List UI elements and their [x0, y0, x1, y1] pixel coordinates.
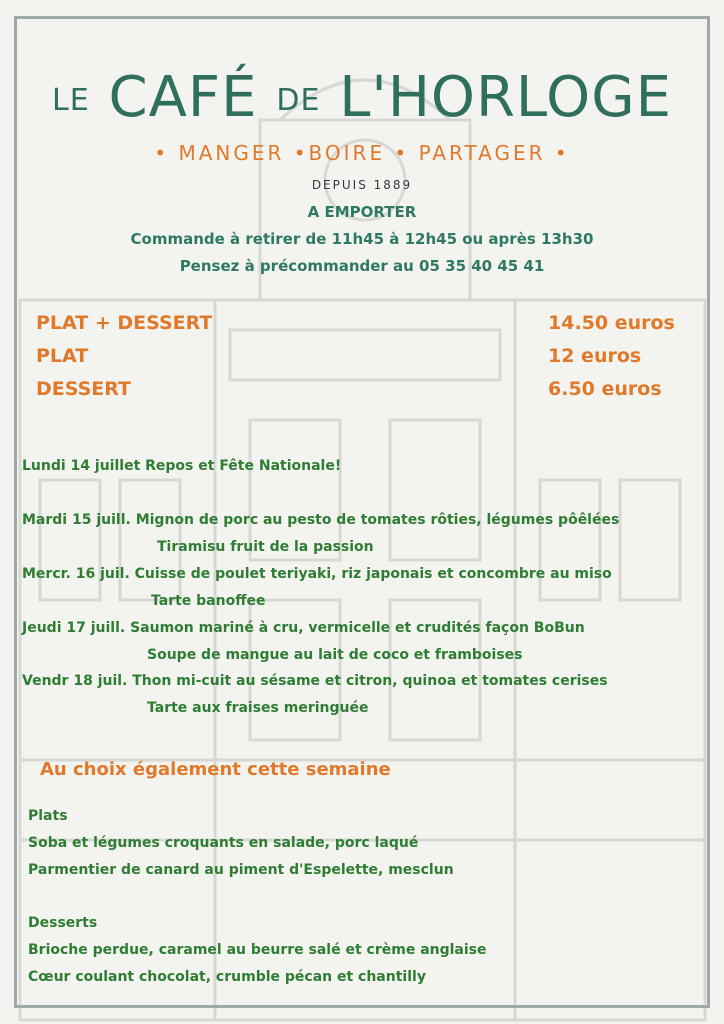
- logo-cafe: CAFÉ: [108, 65, 258, 130]
- tagline: • MANGER •BOIRE • PARTAGER •: [154, 141, 570, 165]
- plat-item: Parmentier de canard au piment d'Espelette, mesclun: [28, 862, 454, 878]
- day-dessert: Soupe de mangue au lait de coco et framboises: [147, 647, 523, 663]
- day-line: [22, 620, 585, 636]
- dessert-item: Cœur coulant chocolat, crumble pécan et chantilly: [28, 969, 426, 985]
- price-label: PLAT + DESSERT: [36, 312, 213, 334]
- since-text: DEPUIS 1889: [311, 178, 413, 192]
- price-label: DESSERT: [36, 378, 131, 400]
- choice-heading: Au choix également cette semaine: [40, 759, 391, 780]
- takeaway-hours: Commande à retirer de 11h45 à 12h45 ou après 13h30: [130, 230, 594, 248]
- logo-de: DE: [276, 83, 321, 118]
- day-dessert: Tarte banoffee: [151, 593, 266, 609]
- day-main: Mignon de porc au pesto de tomates rôties, légumes pôêlées: [135, 512, 620, 528]
- day-main: Saumon mariné à cru, vermicelle et crudités façon BoBun: [130, 620, 585, 636]
- day-dessert: Tarte aux fraises meringuée: [147, 700, 369, 716]
- price-label: PLAT: [36, 345, 89, 367]
- day-line: [22, 566, 612, 582]
- price-row: [36, 345, 686, 367]
- logo: [0, 65, 724, 130]
- day-main: Thon mi-cuit au sésame et citron, quinoa et tomates cerises: [132, 673, 608, 689]
- plat-item: Soba et légumes croquants en salade, porc laqué: [28, 835, 419, 851]
- price-row: [36, 378, 686, 400]
- price-amount: 14.50 euros: [548, 312, 675, 334]
- day-label: Mercr. 16 juil.: [22, 566, 130, 582]
- day-label: Mardi 15 juill.: [22, 512, 131, 528]
- takeaway-title: A EMPORTER: [307, 203, 417, 221]
- price-amount: 12 euros: [548, 345, 642, 367]
- day-label: Vendr 18 juil.: [22, 673, 128, 689]
- dessert-item: Brioche perdue, caramel au beurre salé et crème anglaise: [28, 942, 487, 958]
- price-row: [36, 312, 686, 334]
- logo-le: LE: [52, 83, 90, 118]
- takeaway-preorder: Pensez à précommander au 05 35 40 45 41: [179, 257, 545, 275]
- day-main: Cuisse de poulet teriyaki, riz japonais et concombre au miso: [134, 566, 612, 582]
- logo-horloge: L'HORLOGE: [339, 65, 672, 130]
- price-amount: 6.50 euros: [548, 378, 662, 400]
- holiday-line: Lundi 14 juillet Repos et Fête Nationale!: [22, 458, 342, 474]
- day-line: [22, 673, 608, 689]
- day-line: [22, 512, 619, 528]
- day-label: Jeudi 17 juill.: [22, 620, 126, 636]
- desserts-title: Desserts: [28, 915, 98, 931]
- day-dessert: Tiramisu fruit de la passion: [157, 539, 374, 555]
- plats-title: Plats: [28, 808, 68, 824]
